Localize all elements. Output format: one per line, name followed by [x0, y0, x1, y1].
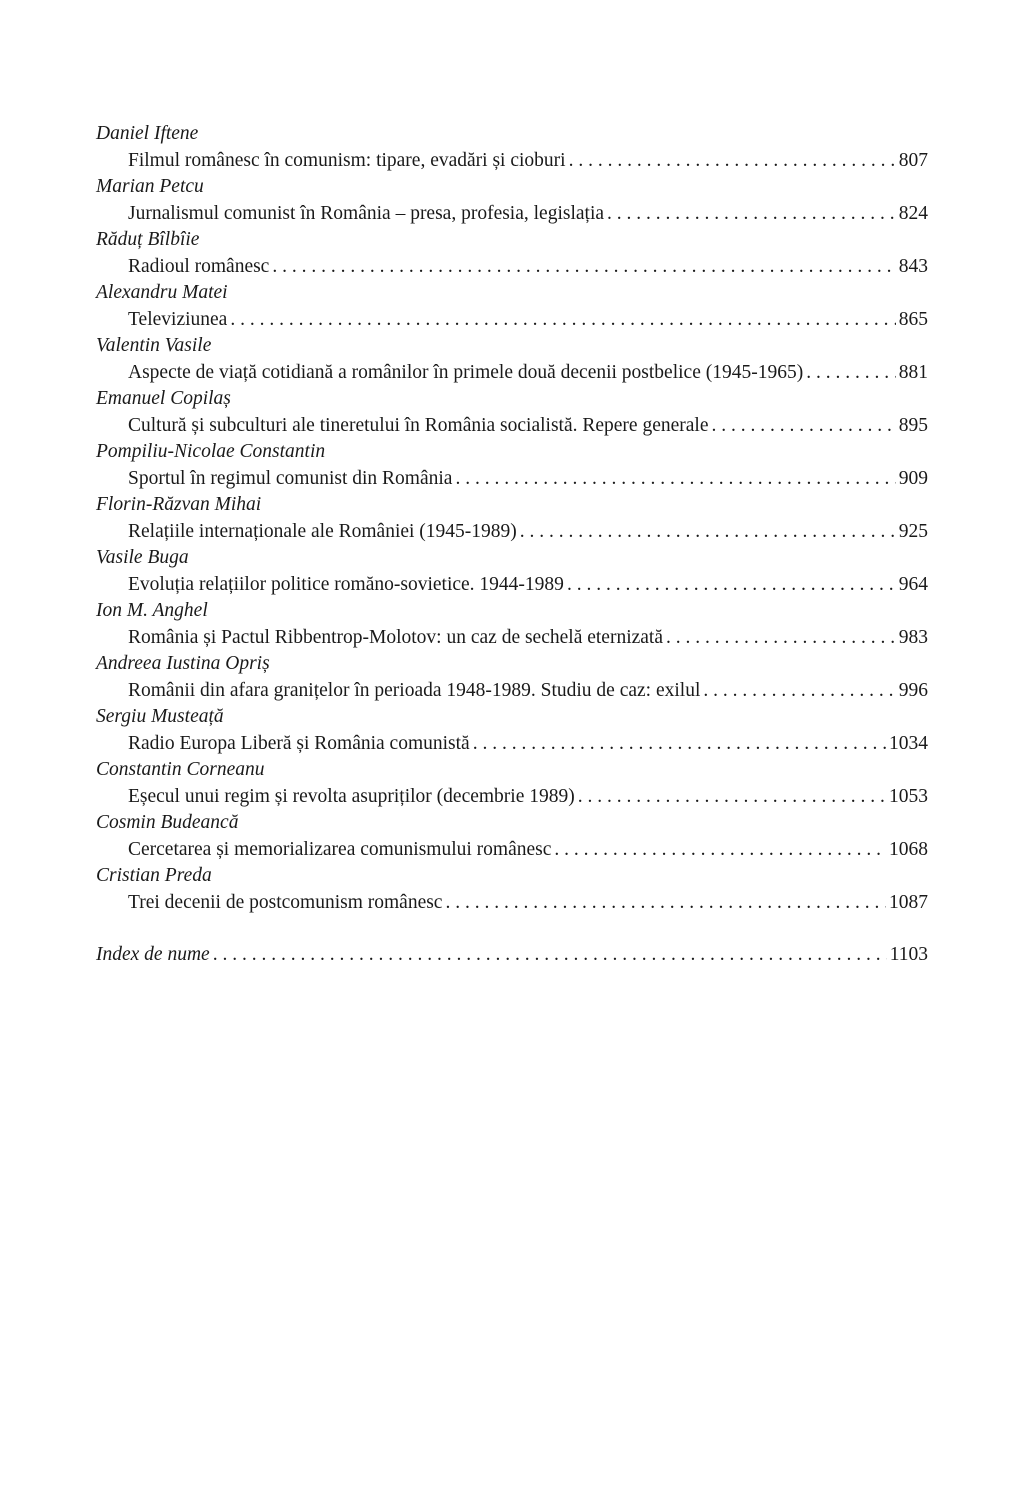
entry-author: Vasile Buga: [96, 547, 189, 568]
entry-title: Cercetarea și memorializarea comunismului românesc: [128, 838, 552, 860]
table-of-contents: [96, 121, 928, 916]
entry-author: Andreea Iustina Opriș: [96, 653, 270, 674]
toc-line[interactable]: [96, 254, 928, 281]
page-number: 983: [898, 626, 928, 648]
dot-leader: [272, 254, 895, 281]
dot-leader: [455, 466, 895, 493]
toc-entry: [96, 121, 928, 174]
dot-leader: [473, 731, 886, 758]
toc-entry: [96, 757, 928, 810]
entry-author: Pompiliu-Nicolae Constantin: [96, 441, 326, 462]
toc-entry: [96, 174, 928, 227]
toc-line[interactable]: [96, 572, 928, 599]
page-number: 824: [898, 202, 928, 224]
dot-leader: [666, 625, 896, 652]
entry-title: Aspecte de viață cotidiană a românilor în primele două decenii postbelice (1945-1965): [128, 361, 804, 383]
toc-line[interactable]: [96, 360, 928, 387]
toc-entry: [96, 492, 928, 545]
entry-title: Relațiile internaționale ale României (1945-1989): [128, 520, 517, 542]
entry-title: Românii din afara granițelor în perioada 1948-1989. Studiu de caz: exilul: [128, 679, 701, 701]
toc-entry: [96, 280, 928, 333]
toc-entry: [96, 333, 928, 386]
toc-line[interactable]: [96, 466, 928, 493]
index-title: Index de nume: [96, 944, 210, 965]
entry-title: Trei decenii de postcomunism românesc: [128, 891, 443, 913]
toc-entry: [96, 545, 928, 598]
entry-title: Jurnalismul comunist în România – presa, profesia, legislația: [128, 202, 605, 224]
toc-line[interactable]: [96, 678, 928, 705]
toc-entry: [96, 810, 928, 863]
entry-author: Valentin Vasile: [96, 335, 212, 356]
dot-leader: [712, 413, 896, 440]
entry-title: Cultură și subculturi ale tineretului în România socialistă. Repere generale: [128, 414, 709, 436]
toc-line[interactable]: [96, 625, 928, 652]
toc-entry: [96, 439, 928, 492]
page-number: 925: [898, 520, 928, 542]
page-number: 881: [898, 361, 928, 383]
entry-title: Televiziunea: [128, 308, 228, 330]
page-number: 1103: [889, 944, 928, 965]
toc-line[interactable]: [96, 731, 928, 758]
entry-author: Răduț Bîlbîie: [96, 229, 200, 250]
dot-leader: [567, 572, 896, 599]
entry-author: Emanuel Copilaș: [96, 388, 231, 409]
page-number: 964: [898, 573, 928, 595]
entry-author: Cosmin Budeancă: [96, 812, 239, 833]
page-number: 1034: [889, 732, 928, 754]
index-entry[interactable]: [96, 942, 928, 969]
toc-line[interactable]: [96, 148, 928, 175]
entry-title: Filmul românesc în comunism: tipare, evadări și cioburi: [128, 149, 566, 171]
entry-author: Florin-Răzvan Mihai: [96, 494, 262, 515]
toc-entry: [96, 863, 928, 916]
entry-author: Cristian Preda: [96, 865, 212, 886]
dot-leader: [703, 678, 895, 705]
entry-title: Radioul românesc: [128, 255, 270, 277]
toc-line[interactable]: [96, 307, 928, 334]
toc-line[interactable]: [96, 890, 928, 917]
page-number: 843: [898, 255, 928, 277]
entry-author: Marian Petcu: [96, 176, 204, 197]
entry-title: România și Pactul Ribbentrop-Molotov: un caz de sechelă eternizată: [128, 626, 663, 648]
toc-entry: [96, 598, 928, 651]
toc-line[interactable]: [96, 519, 928, 546]
dot-leader: [806, 360, 896, 387]
entry-title: Eșecul unui regim și revolta asupriților (decembrie 1989): [128, 785, 575, 807]
toc-line[interactable]: [96, 413, 928, 440]
page-number: 1087: [889, 891, 928, 913]
entry-author: Constantin Corneanu: [96, 759, 265, 780]
entry-author: Daniel Iftene: [96, 123, 199, 144]
entry-author: Ion M. Anghel: [96, 600, 208, 621]
page-number: 996: [898, 679, 928, 701]
page-number: 1053: [889, 785, 928, 807]
dot-leader: [445, 890, 886, 917]
dot-leader: [520, 519, 896, 546]
toc-line[interactable]: [96, 784, 928, 811]
dot-leader: [578, 784, 886, 811]
page-number: 1068: [889, 838, 928, 860]
toc-entry: [96, 386, 928, 439]
dot-leader: [607, 201, 896, 228]
entry-author: Sergiu Musteață: [96, 706, 224, 727]
dot-leader: [554, 837, 886, 864]
dot-leader: [213, 942, 887, 969]
entry-author: Alexandru Matei: [96, 282, 228, 303]
page-number: 865: [898, 308, 928, 330]
page-number: 807: [898, 149, 928, 171]
toc-line[interactable]: [96, 837, 928, 864]
entry-title: Evoluția relațiilor politice romăno-sovietice. 1944-1989: [128, 573, 564, 595]
toc-entry: [96, 704, 928, 757]
toc-entry: [96, 651, 928, 704]
entry-title: Sportul în regimul comunist din România: [128, 467, 453, 489]
dot-leader: [569, 148, 896, 175]
page-number: 895: [898, 414, 928, 436]
toc-entry: [96, 227, 928, 280]
entry-title: Radio Europa Liberă și România comunistă: [128, 732, 470, 754]
dot-leader: [230, 307, 895, 334]
page-number: 909: [898, 467, 928, 489]
toc-line[interactable]: [96, 201, 928, 228]
